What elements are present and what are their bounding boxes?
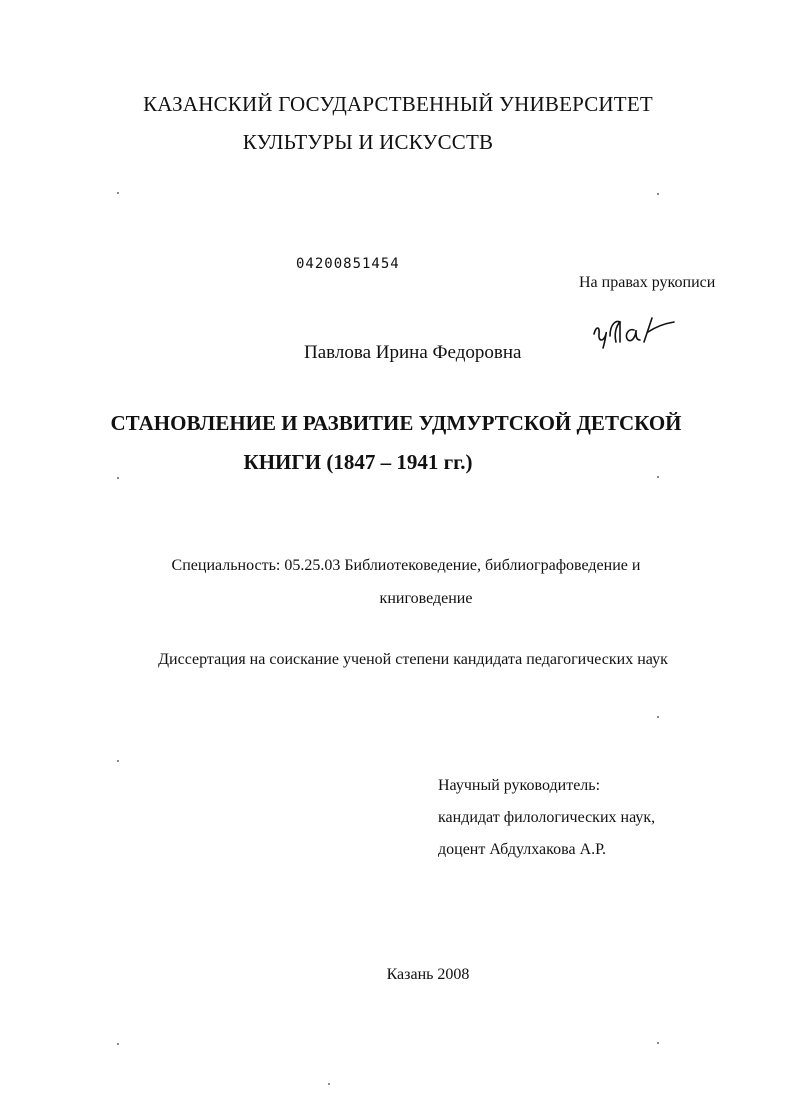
rights-note: На правах рукописи: [579, 274, 716, 291]
dissertation-note: Диссертация на соискание ученой степени кандидата педагогических наук: [158, 651, 668, 668]
author-name: Павлова Ирина Федоровна: [304, 342, 522, 363]
university-name-line1: КАЗАНСКИЙ ГОСУДАРСТВЕННЫЙ УНИВЕРСИТЕТ: [143, 92, 653, 116]
dissertation-title-line1: СТАНОВЛЕНИЕ И РАЗВИТИЕ УДМУРТСКОЙ ДЕТСКОЙ: [110, 411, 682, 435]
supervisor-name: доцент Абдулхакова А.Р.: [438, 841, 607, 858]
scan-speck: [657, 1042, 659, 1044]
scan-speck: [117, 1043, 119, 1045]
scan-speck: [657, 193, 659, 195]
dissertation-title-line2: КНИГИ (1847 – 1941 гг.): [243, 450, 473, 474]
specialty-line1: Специальность: 05.25.03 Библиотековедение, библиографоведение и: [171, 557, 641, 574]
specialty-line2: книговедение: [379, 590, 473, 607]
signature-icon: [590, 312, 686, 352]
university-name-line2: КУЛЬТУРЫ И ИСКУССТВ: [242, 130, 494, 154]
scan-speck: [117, 192, 119, 194]
scan-speck: [328, 1083, 330, 1085]
scan-speck: [117, 477, 119, 479]
scan-speck: [657, 716, 659, 718]
scan-speck: [117, 760, 119, 762]
city-year: Казань 2008: [386, 966, 470, 983]
archive-number: 04200851454: [296, 256, 400, 272]
scan-speck: [657, 476, 659, 478]
supervisor-label: Научный руководитель:: [438, 777, 601, 794]
supervisor-degree: кандидат филологических наук,: [438, 809, 656, 826]
